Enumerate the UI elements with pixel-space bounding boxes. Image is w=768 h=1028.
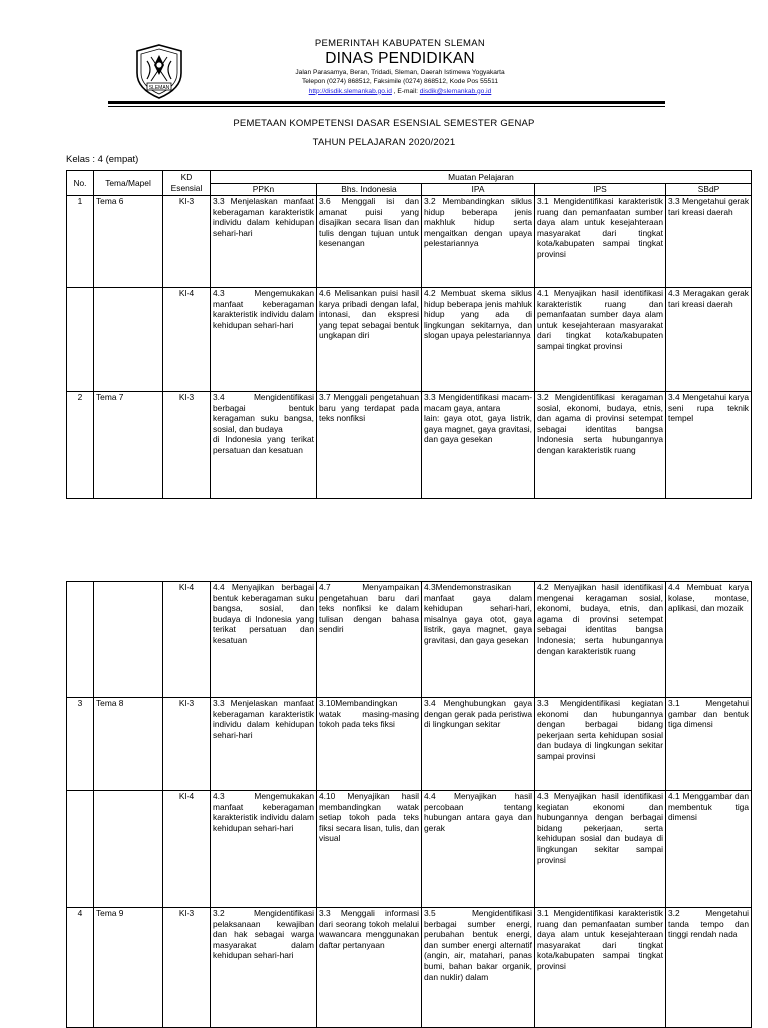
row-number [67, 288, 94, 392]
row-theme [94, 791, 163, 908]
header-subject-bhs-indonesia: Bhs. Indonesia [317, 184, 422, 196]
cell-sbdp: 4.4 Membuat karya kolase, montase, aplikasi, dan mozaik [666, 582, 752, 698]
row-number: 2 [67, 392, 94, 499]
competency-table-page-2 [66, 581, 752, 1028]
competency-table-page-1 [66, 170, 752, 499]
row-kd: KI-4 [163, 791, 211, 908]
row-number: 4 [67, 908, 94, 1028]
row-number: 1 [67, 196, 94, 288]
phone-line: Telepon (0274) 868512, Faksimile (0274) 868512, Kode Pos 55511 [302, 78, 498, 86]
cell-bhs-indonesia: 3.6 Menggali isi dan amanat puisi yang disajikan secara lisan dan tulis dengan tujuan untuk kesenangan [317, 196, 422, 288]
cell-ips: 3.1 Mengidentifikasi karakteristik ruang dan pemanfaatan sumber daya alam untuk kesejahteraan masyarakat dari tingkat kota/kabupaten sampai tingkat provinsi [535, 908, 666, 1028]
cell-ppkn: 4.3 Mengemukakan manfaat keberagaman karakteristik individu dalam kehidupan sehari-hari [211, 791, 317, 908]
cell-ipa: 3.4 Menghubungkan gaya dengan gerak pada peristiwa di lingkungan sekitar [422, 698, 535, 791]
header-subject-ipa: IPA [422, 184, 535, 196]
cell-ppkn: 4.3 Mengemukakan manfaat keberagaman karakteristik individu dalam kehidupan sehari-hari [211, 288, 317, 392]
row-theme: Tema 9 [94, 908, 163, 1028]
header-subject-ppkn: PPKn [211, 184, 317, 196]
table-header [67, 171, 752, 196]
row-number: 3 [67, 698, 94, 791]
government-name: PEMERINTAH KABUPATEN SLEMAN [314, 38, 486, 49]
department-name: DINAS PENDIDIKAN [325, 50, 475, 67]
row-theme [94, 582, 163, 698]
row-kd: KI-4 [163, 582, 211, 698]
cell-ppkn: 3.2 Mengidentifikasi pelaksanaan kewajiban dan hak sebagai warga masyarakat dalam kehidupan sehari-hari [211, 908, 317, 1028]
class-label: Kelas : 4 (empat) [66, 154, 139, 165]
cell-sbdp: 3.1 Mengetahui gambar dan bentuk tiga dimensi [666, 698, 752, 791]
row-number [67, 582, 94, 698]
cell-bhs-indonesia: 4.6 Melisankan puisi hasil karya pribadi dengan lafal, intonasi, dan ekspresi yang tepat sebagai bentuk ungkapan diri [317, 288, 422, 392]
contact-line [200, 88, 600, 96]
email-link[interactable]: disdik@slemankab.go.id [419, 87, 492, 95]
cell-ips: 3.3 Mengidentifikasi kegiatan ekonomi dan hubungannya dengan berbagai bidang pekerjaan serta kehidupan sosial dan budaya di lingkungan sekitar sampai provinsi [535, 698, 666, 791]
cell-ppkn: 3.3 Menjelaskan manfaat keberagaman karakteristik individu dalam kehidupan sehari-hari [211, 196, 317, 288]
cell-bhs-indonesia: 3.10Membandingkan watak masing-masing tokoh pada teks fiksi [317, 698, 422, 791]
table-row [67, 698, 752, 791]
cell-bhs-indonesia: 3.7 Menggali pengetahuan baru yang terdapat pada teks nonfiksi [317, 392, 422, 499]
sleman-regency-logo [133, 43, 185, 100]
cell-bhs-indonesia: 4.10 Menyajikan hasil membandingkan watak setiap tokoh pada teks fiksi secara lisan, tulis, dan visual [317, 791, 422, 908]
row-kd: KI-3 [163, 908, 211, 1028]
cell-bhs-indonesia: 4.7 Menyampaikan pengetahuan baru dari teks nonfiksi ke dalam tulisan dengan bahasa sendiri [317, 582, 422, 698]
table-row [67, 196, 752, 288]
cell-sbdp: 4.1 Menggambar dan membentuk tiga dimensi [666, 791, 752, 908]
table-row [67, 392, 752, 499]
letterhead-rule-thick [108, 101, 665, 104]
row-theme: Tema 8 [94, 698, 163, 791]
letterhead-rule-thin [108, 106, 665, 107]
row-number [67, 791, 94, 908]
letterhead [0, 0, 768, 110]
cell-ipa: 3.3 Mengidentifikasi macam-macam gaya, antara lain: gaya otot, gaya listrik, gaya magnet, gaya gravitasi, dan gaya gesekan [422, 392, 535, 499]
table-row [67, 791, 752, 908]
address-line: Jalan Parasamya, Beran, Tridadi, Sleman, Daerah Istimewa Yogyakarta [295, 69, 505, 76]
header-muatan: Muatan Pelajaran [211, 171, 752, 184]
row-theme: Tema 7 [94, 392, 163, 499]
cell-ips: 4.2 Menyajikan hasil identifikasi mengenai keragaman sosial, ekonomi, budaya, etnis, dan agama di provinsi setempat sebagai identitas bangsa Indonesia; serta hubungannya dengan karakteristik ruang [535, 582, 666, 698]
header-subject-ips: IPS [535, 184, 666, 196]
row-theme [94, 288, 163, 392]
cell-ips: 4.1 Menyajikan hasil identifikasi karakteristik ruang dan pemanfaatan sumber daya alam untuk kesejahteraan masyarakat dari tingkat kota/kabupaten sampai tingkat provinsi [535, 288, 666, 392]
table-row [67, 582, 752, 698]
cell-ipa: 4.3Mendemonstrasikan manfaat gaya dalam kehidupan sehari-hari, misalnya gaya otot, gaya listrik, gaya magnet, gaya gravitasi, dan gaya gesekan [422, 582, 535, 698]
email-label: , E-mail: [391, 87, 420, 95]
website-link[interactable]: http://disdik.slemankab.go.id [308, 87, 392, 95]
cell-ppkn: 3.4 Mengidentifikasi berbagai bentuk keragaman suku bangsa, sosial, dan budaya di Indonesia yang terikat persatuan dan kesatuan [211, 392, 317, 499]
document-year: TAHUN PELAJARAN 2020/2021 [312, 137, 456, 148]
cell-ipa: 3.2 Membandingkan siklus hidup beberapa jenis makhluk hidup serta mengaitkan dengan upaya pelestariannya [422, 196, 535, 288]
letterhead-text [200, 38, 600, 96]
cell-sbdp: 3.3 Mengetahui gerak tari kreasi daerah [666, 196, 752, 288]
header-kd: KD Esensial [163, 171, 211, 196]
cell-sbdp: 3.2 Mengetahui tanda tempo dan tinggi rendah nada [666, 908, 752, 1028]
cell-sbdp: 4.3 Meragakan gerak tari kreasi daerah [666, 288, 752, 392]
table-row [67, 908, 752, 1028]
cell-ips: 3.1 Mengidentifikasi karakteristik ruang dan pemanfaatan sumber daya alam untuk kesejahteraan masyarakat dari tingkat kota/kabupaten sampai tingkat provinsi [535, 196, 666, 288]
row-kd: KI-4 [163, 288, 211, 392]
cell-bhs-indonesia: 3.3 Menggali informasi dari seorang tokoh melalui wawancara menggunakan daftar pertanyaan [317, 908, 422, 1028]
cell-ipa: 3.5 Mengidentifikasi berbagai sumber energi, perubahan bentuk energi, dan sumber energi alternatif (angin, air, matahari, panas bumi, bahan bakar organik, dan nuklir) dalam [422, 908, 535, 1028]
logo-caption: SLEMAN [148, 85, 170, 91]
document-title: PEMETAAN KOMPETENSI DASAR ESENSIAL SEMESTER GENAP [233, 118, 535, 129]
row-kd: KI-3 [163, 196, 211, 288]
cell-sbdp: 3.4 Mengetahui karya seni rupa teknik tempel [666, 392, 752, 499]
row-kd: KI-3 [163, 392, 211, 499]
cell-ips: 4.3 Menyajikan hasil identifikasi kegiatan ekonomi dan hubungannya dengan berbagai bidang pekerjaan, serta kehidupan sosial dan budaya di lingkungan sekitar sampai provinsi [535, 791, 666, 908]
cell-ipa: 4.2 Membuat skema siklus hidup beberapa jenis mahluk hidup yang ada di lingkungan sekitarnya, dan slogan upaya pelestariannya [422, 288, 535, 392]
cell-ppkn: 4.4 Menyajikan berbagai bentuk keberagaman suku bangsa, sosial, dan budaya di Indonesia yang terikat persatuan dan kesatuan [211, 582, 317, 698]
row-theme: Tema 6 [94, 196, 163, 288]
cell-ipa: 4.4 Menyajikan hasil percobaan tentang hubungan antara gaya dan gerak [422, 791, 535, 908]
table-row [67, 288, 752, 392]
cell-ips: 3.2 Mengidentifikasi keragaman sosial, ekonomi, budaya, etnis, dan agama di provinsi setempat sebagai identitas bangsa Indonesia serta hubungannya dengan karakteristik ruang [535, 392, 666, 499]
header-tema: Tema/Mapel [94, 171, 163, 196]
cell-ppkn: 3.3 Menjelaskan manfaat keberagaman karakteristik individu dalam kehidupan sehari-hari [211, 698, 317, 791]
row-kd: KI-3 [163, 698, 211, 791]
header-subject-sbdp: SBdP [666, 184, 752, 196]
header-no: No. [67, 171, 94, 196]
